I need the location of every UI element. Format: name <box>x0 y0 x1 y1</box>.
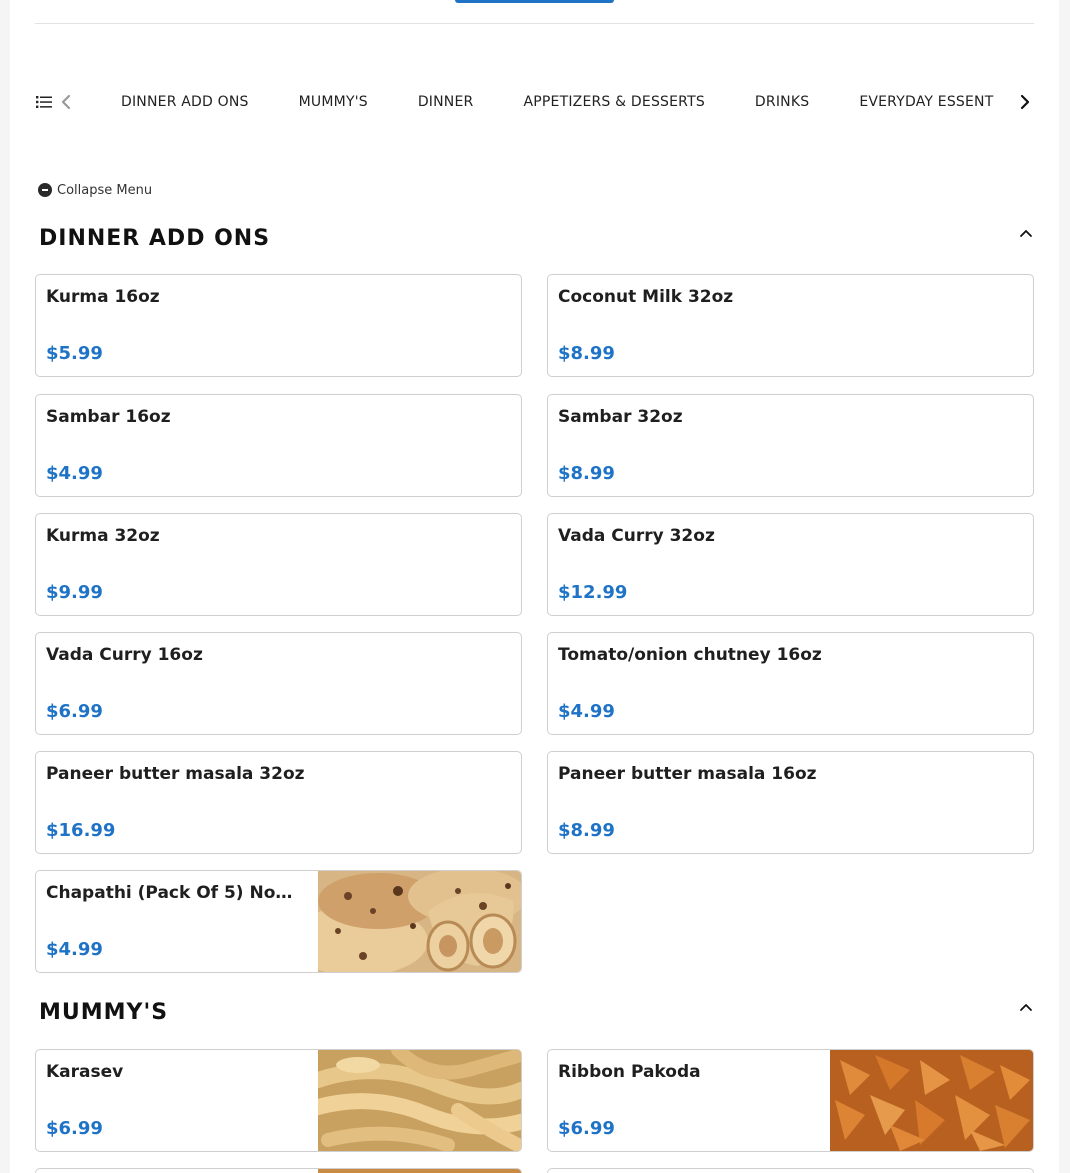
ribbon-pakoda-photo <box>830 1050 1033 1151</box>
minus-circle-icon <box>38 183 52 197</box>
item-name: Vada Curry 16oz <box>46 645 203 665</box>
item-name: Ribbon Pakoda <box>558 1062 701 1082</box>
item-name: Tomato/onion chutney 16oz <box>558 645 822 665</box>
category-dinner[interactable]: DINNER <box>417 94 474 110</box>
item-price: $16.99 <box>46 820 116 841</box>
item-name: Paneer butter masala 32oz <box>46 764 305 784</box>
chevron-up-icon[interactable] <box>1018 999 1034 1015</box>
collapse-menu-label: Collapse Menu <box>57 182 153 198</box>
category-appetizers-desserts[interactable]: APPETIZERS & DESSERTS <box>523 94 705 110</box>
menu-item-card[interactable] <box>35 870 522 973</box>
item-photo <box>318 1169 521 1173</box>
item-price: $12.99 <box>558 582 628 603</box>
menu-item-card[interactable] <box>547 1049 1034 1152</box>
category-dinner-add-ons[interactable]: DINNER ADD ONS <box>121 94 249 110</box>
menu-page <box>10 0 1059 1173</box>
category-drinks[interactable]: DRINKS <box>754 94 810 110</box>
chevron-up-icon[interactable] <box>1018 225 1034 241</box>
menu-item-card[interactable] <box>547 632 1034 735</box>
menu-item-card[interactable] <box>547 394 1034 497</box>
menu-item-card[interactable] <box>35 1168 522 1173</box>
menu-item-card[interactable] <box>35 394 522 497</box>
item-price: $6.99 <box>46 1118 103 1139</box>
item-price: $5.99 <box>46 343 103 364</box>
item-name: Kurma 16oz <box>46 287 160 307</box>
item-name: Coconut Milk 32oz <box>558 287 734 307</box>
item-name: Sambar 16oz <box>46 407 171 427</box>
item-price: $8.99 <box>558 343 615 364</box>
item-price: $6.99 <box>46 701 103 722</box>
menu-item-card[interactable] <box>35 274 522 377</box>
item-price: $9.99 <box>46 582 103 603</box>
category-nav <box>35 84 1034 120</box>
category-mummys[interactable]: MUMMY'S <box>298 94 368 110</box>
menu-item-card[interactable] <box>35 632 522 735</box>
item-name: Kurma 32oz <box>46 526 160 546</box>
item-price: $8.99 <box>558 820 615 841</box>
item-name: Paneer butter masala 16oz <box>558 764 817 784</box>
item-price: $4.99 <box>46 463 103 484</box>
chevron-left-icon[interactable] <box>57 93 75 111</box>
menu-item-card[interactable] <box>547 1168 1034 1173</box>
menu-item-card[interactable] <box>547 274 1034 377</box>
item-name: Karasev <box>46 1062 124 1082</box>
item-name: Sambar 32oz <box>558 407 683 427</box>
top-strip <box>35 0 1034 24</box>
item-price: $8.99 <box>558 463 615 484</box>
item-price: $4.99 <box>46 939 103 960</box>
chapathi-photo <box>318 871 521 972</box>
menu-item-card[interactable] <box>35 513 522 616</box>
item-name: Vada Curry 32oz <box>558 526 715 546</box>
menu-item-card[interactable] <box>547 751 1034 854</box>
category-items <box>121 84 1006 120</box>
karasev-photo <box>318 1050 521 1151</box>
category-everyday-essentials[interactable]: EVERYDAY ESSENT <box>859 94 994 110</box>
category-list-icon[interactable] <box>35 93 53 111</box>
item-price: $6.99 <box>558 1118 615 1139</box>
section-title-mummys: MUMMY'S <box>39 1000 169 1025</box>
section-title-dinner-add-ons: DINNER ADD ONS <box>39 226 271 251</box>
chevron-right-icon[interactable] <box>1016 93 1034 111</box>
menu-item-card[interactable] <box>35 751 522 854</box>
active-tab-indicator <box>455 0 614 3</box>
item-name: Chapathi (Pack Of 5) No… <box>46 883 293 903</box>
menu-item-card[interactable] <box>35 1049 522 1152</box>
collapse-menu-button[interactable] <box>38 180 152 200</box>
item-price: $4.99 <box>558 701 615 722</box>
menu-item-card[interactable] <box>547 513 1034 616</box>
